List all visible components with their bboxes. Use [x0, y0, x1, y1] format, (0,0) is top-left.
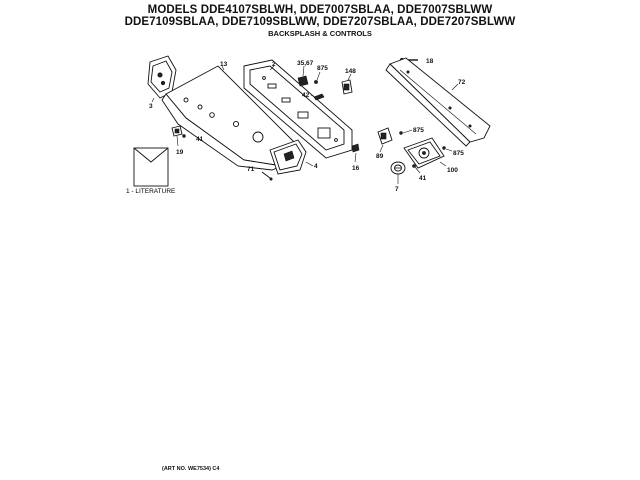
callout-18: 18: [426, 58, 434, 65]
callout-41-right: 41: [419, 175, 427, 182]
part-16-clip: [352, 144, 359, 152]
section-title: BACKSPLASH & CONTROLS: [268, 29, 372, 38]
lead-875-middle: [403, 130, 412, 133]
part-41-nut-left: [183, 135, 186, 138]
lead-89: [380, 145, 383, 152]
callout-875-top: 875: [317, 65, 328, 72]
callout-3: 3: [149, 103, 153, 110]
lead-16: [355, 153, 356, 162]
callout-148: 148: [345, 68, 356, 75]
callout-35-67: 35,67: [297, 60, 314, 67]
callout-19: 19: [176, 149, 184, 156]
callout-72: 72: [458, 79, 466, 86]
callout-875-middle: 875: [413, 127, 424, 134]
lead-875-top: [317, 72, 320, 80]
models-line-2: DDE7109SBLAA, DDE7109SBLWW, DDE7207SBLAA, DDE7207SBLWW: [124, 16, 516, 28]
literature-label: 1 - LITERATURE: [126, 188, 176, 195]
lead-100: [440, 162, 446, 166]
models-line-1: MODELS DDE4107SBLWH, DDE7007SBLAA, DDE7007SBLWW: [147, 4, 493, 16]
lead-875-right: [446, 149, 452, 151]
callout-7: 7: [395, 186, 399, 193]
callout-875-right: 875: [453, 150, 464, 157]
part-875-clip-middle: [400, 132, 403, 135]
part-42-screw: [314, 94, 324, 100]
part-148-connector: [342, 80, 352, 94]
part-875-clip-top: [314, 80, 317, 83]
part-7-timer-knob: [391, 162, 405, 174]
callout-100: 100: [447, 167, 458, 174]
callout-41-left: 41: [196, 136, 204, 143]
callout-13: 13: [220, 61, 228, 68]
callout-16: 16: [352, 165, 360, 172]
part-89-switch: [378, 128, 392, 144]
lead-3: [152, 98, 154, 102]
lead-19: [177, 136, 178, 146]
part-875-clip-right: [443, 147, 446, 150]
callout-89: 89: [376, 153, 384, 160]
part-71-screw: [262, 172, 272, 180]
art-number: (ART NO. WE7534) C4: [162, 466, 220, 472]
lead-35-67: [303, 66, 304, 76]
callout-71: 71: [247, 166, 255, 173]
callout-4: 4: [314, 163, 318, 170]
part-100-timer: [404, 138, 444, 168]
lead-4: [306, 162, 313, 166]
callout-2: 2: [272, 61, 276, 68]
part-19-knob: [172, 126, 182, 136]
part-1-literature-pack: [134, 148, 168, 186]
part-35-67-switch: [298, 76, 308, 86]
callout-42: 42: [302, 92, 310, 99]
